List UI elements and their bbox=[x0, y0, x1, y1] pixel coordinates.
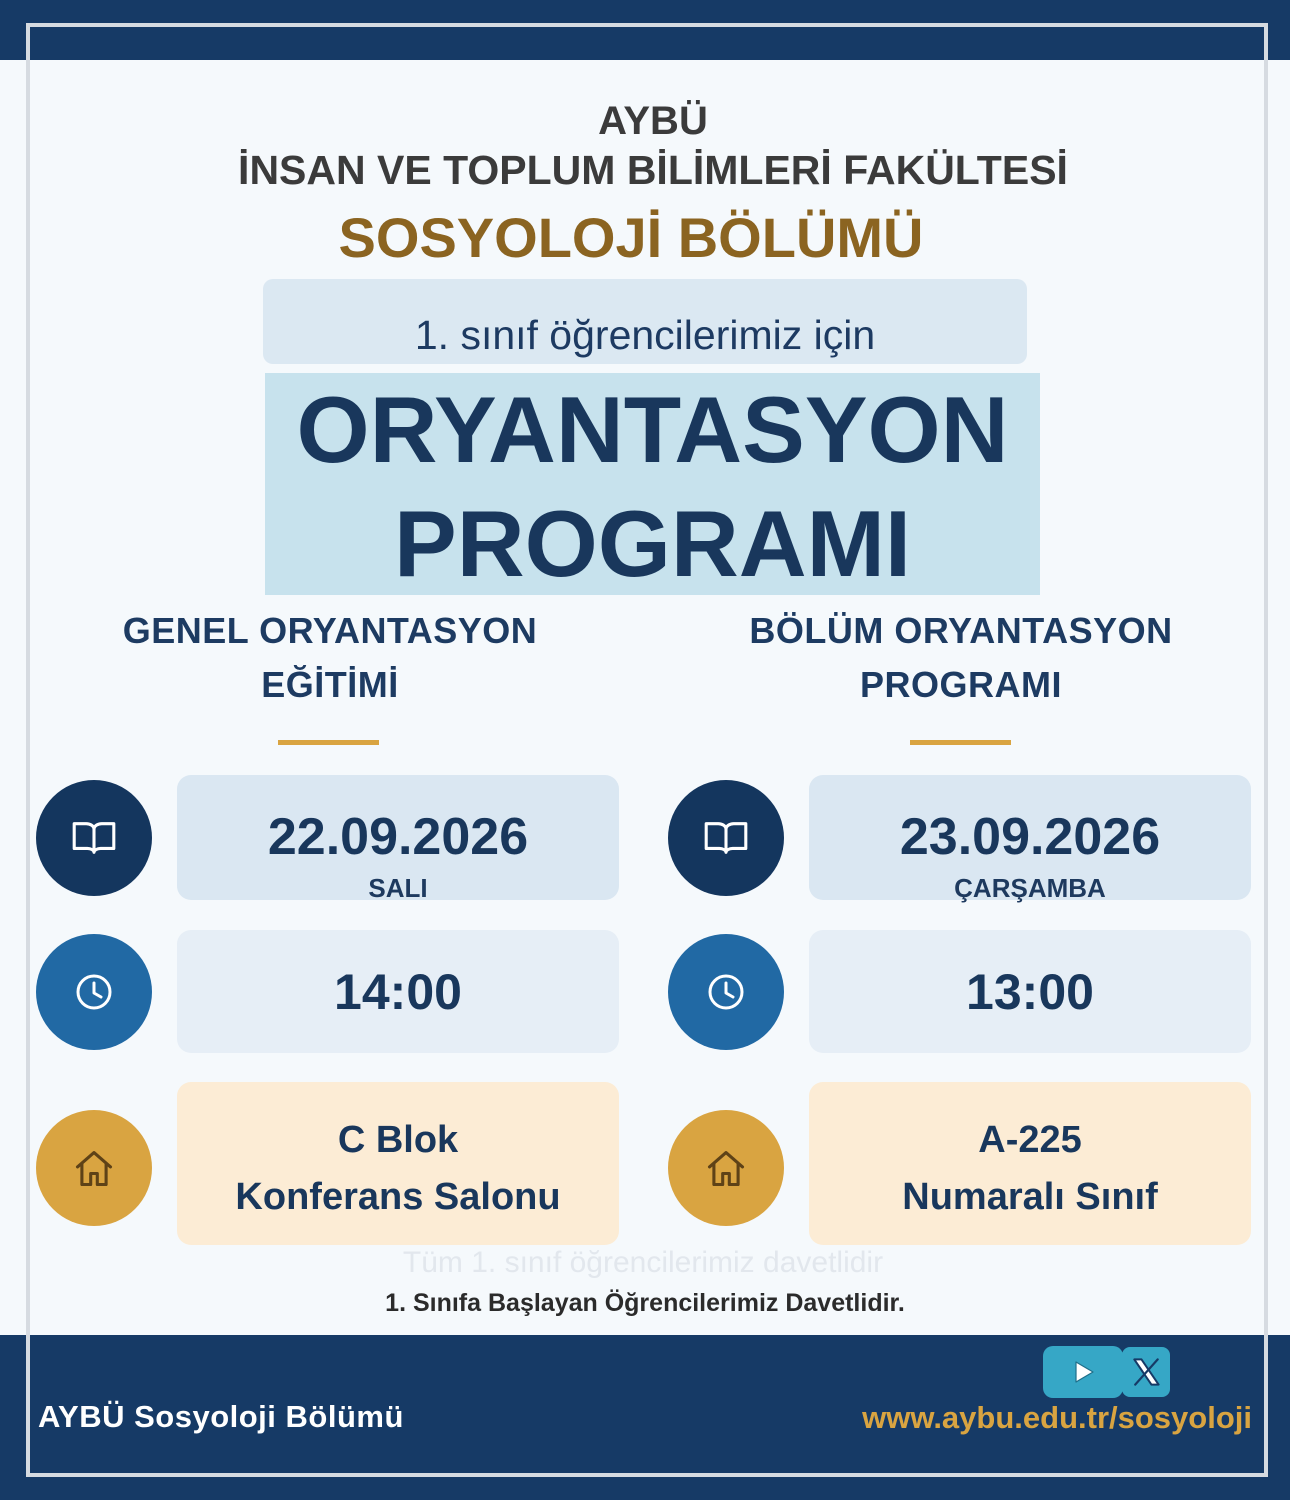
location-badge bbox=[668, 1110, 784, 1226]
location-line: Konferans Salonu bbox=[235, 1175, 561, 1218]
invitation-text: 1. Sınıfa Başlayan Öğrencilerimiz Davetlidir. bbox=[385, 1289, 905, 1317]
x-button[interactable] bbox=[1122, 1347, 1170, 1397]
date-badge bbox=[36, 780, 152, 896]
youtube-icon bbox=[1068, 1357, 1098, 1387]
date-card bbox=[177, 775, 619, 903]
website-link[interactable]: www.aybu.edu.tr/sosyoloji bbox=[862, 1400, 1252, 1435]
day-value: SALI bbox=[368, 873, 428, 903]
youtube-button[interactable] bbox=[1043, 1346, 1123, 1398]
x-icon bbox=[1128, 1354, 1164, 1390]
home-icon bbox=[704, 1146, 748, 1190]
subtitle-text: 1. sınıf öğrencilerimiz için bbox=[414, 312, 876, 358]
date-value: 22.09.2026 bbox=[267, 808, 529, 866]
location-line: C Blok bbox=[337, 1118, 459, 1161]
time-badge bbox=[36, 934, 152, 1050]
location-card bbox=[809, 1082, 1251, 1245]
university-name: AYBÜ bbox=[598, 99, 708, 143]
time-value: 14:00 bbox=[334, 963, 462, 1020]
heading-line: GENEL ORYANTASYON bbox=[122, 610, 538, 651]
location-card bbox=[177, 1082, 619, 1245]
heading-line: EĞİTİMİ bbox=[261, 664, 399, 705]
location-line: Numaralı Sınıf bbox=[902, 1175, 1158, 1218]
clock-icon bbox=[74, 972, 114, 1012]
clock-icon bbox=[706, 972, 746, 1012]
heading-line: BÖLÜM ORYANTASYON bbox=[749, 610, 1173, 651]
general-orientation-heading bbox=[80, 604, 580, 712]
department-orientation-heading bbox=[711, 604, 1211, 712]
time-card bbox=[809, 930, 1251, 1053]
department-name: SOSYOLOJİ BÖLÜMÜ bbox=[338, 206, 924, 269]
book-icon bbox=[704, 820, 748, 856]
footer-brand: AYBÜ Sosyoloji Bölümü bbox=[38, 1399, 404, 1434]
top-band bbox=[0, 0, 1290, 60]
day-value: ÇARŞAMBA bbox=[954, 873, 1106, 903]
heading-line: PROGRAMI bbox=[860, 664, 1062, 705]
home-icon bbox=[72, 1146, 116, 1190]
date-card bbox=[809, 775, 1251, 903]
time-value: 13:00 bbox=[966, 963, 1094, 1020]
page-title-line-1: ORYANTASYON bbox=[296, 377, 1009, 482]
time-badge bbox=[668, 934, 784, 1050]
heading-underline bbox=[910, 740, 1011, 745]
page-title-line-2: PROGRAMI bbox=[394, 491, 911, 596]
location-badge bbox=[36, 1110, 152, 1226]
book-icon bbox=[72, 820, 116, 856]
date-badge bbox=[668, 780, 784, 896]
heading-underline bbox=[278, 740, 379, 745]
location-line: A-225 bbox=[978, 1118, 1082, 1161]
faded-note: Tüm 1. sınıf öğrencilerimiz davetlidir bbox=[402, 1246, 884, 1279]
time-card bbox=[177, 930, 619, 1053]
faculty-name: İNSAN VE TOPLUM BİLİMLERİ FAKÜLTESİ bbox=[238, 147, 1068, 193]
date-value: 23.09.2026 bbox=[899, 808, 1161, 866]
